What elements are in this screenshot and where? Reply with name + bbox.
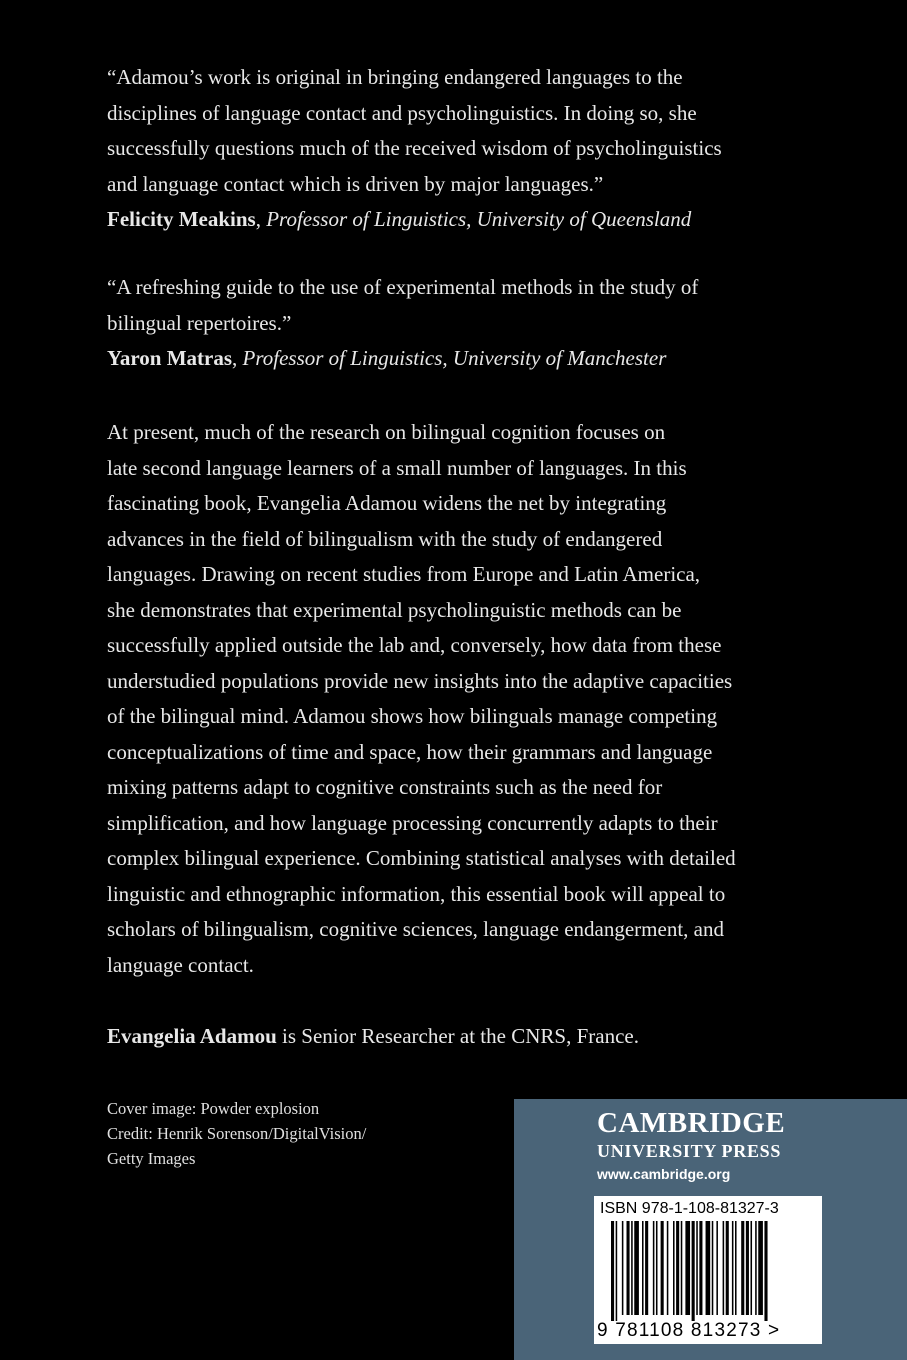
quote-attribution: Felicity Meakins, Professor of Linguistics, University of Queensland (107, 207, 692, 231)
quote-felicity-meakins (107, 60, 827, 238)
barcode-bar (696, 1221, 698, 1315)
barcode-bar (676, 1221, 679, 1315)
barcode-bar (673, 1221, 675, 1315)
quote-line: “A refreshing guide to the use of experimental methods in the study of (107, 275, 699, 299)
barcode-bar (611, 1221, 614, 1321)
publisher-logo-press: UNIVERSITY PRESS (597, 1141, 782, 1161)
book-description (107, 415, 827, 983)
author-bio (107, 1019, 827, 1055)
quote-credential: Professor of Linguistics, University of Queensland (266, 207, 692, 231)
quote-author: Yaron Matras (107, 346, 233, 370)
barcode-bar (712, 1221, 714, 1315)
description-line: she demonstrates that experimental psycholinguistic methods can be (107, 597, 682, 622)
barcode-bar (726, 1221, 729, 1315)
barcode-bar (653, 1221, 655, 1315)
credit-line: Cover image: Powder explosion (107, 1099, 320, 1118)
barcode-bar (751, 1221, 753, 1315)
description-line: complex bilingual experience. Combining statistical analyses with detailed (107, 846, 736, 870)
barcode-bar (716, 1221, 718, 1315)
description-line: simplification, and how language processing concurrently adapts to their (107, 810, 718, 835)
description-line: successfully applied outside the lab and, conversely, how data from these (107, 633, 722, 657)
barcode-bar (661, 1221, 664, 1315)
quote-attribution: Yaron Matras, Professor of Linguistics, University of Manchester (107, 346, 667, 370)
barcode-bar (764, 1221, 767, 1321)
quote-yaron-matras (107, 270, 827, 377)
barcode-bar (741, 1221, 744, 1315)
barcode-bar (634, 1221, 639, 1315)
quote-line: “Adamou’s work is original in bringing endangered languages to the (107, 65, 683, 89)
bio-text: is Senior Researcher at the CNRS, France. (276, 1024, 639, 1048)
barcode-bar (616, 1221, 618, 1321)
quote-credential: Professor of Linguistics, University of Manchester (242, 346, 667, 370)
description-line: conceptualizations of time and space, how their grammars and language (107, 739, 713, 764)
barcode-bar (681, 1221, 683, 1315)
barcode-bar (656, 1221, 658, 1315)
quote-line: disciplines of language contact and psycholinguistics. In doing so, she (107, 100, 697, 125)
barcode-bar (746, 1221, 749, 1315)
description-line: fascinating book, Evangelia Adamou widens the net by integrating (107, 491, 667, 515)
barcode-bar (627, 1221, 630, 1315)
barcode-bar (667, 1221, 669, 1315)
description-line: understudied populations provide new insights into the adaptive capacities (107, 668, 733, 693)
barcode-bar (622, 1221, 624, 1315)
barcode-bar (692, 1221, 695, 1321)
publisher-url: www.cambridge.org (597, 1166, 731, 1182)
barcode-bar (735, 1221, 737, 1315)
quote-line: and language contact which is driven by major languages.” (107, 171, 604, 196)
isbn-barcode-box (594, 1196, 822, 1344)
barcode-bar (699, 1221, 702, 1315)
cover-credit (107, 1096, 366, 1171)
description-line: of the bilingual mind. Adamou shows how bilinguals manage competing (107, 704, 718, 728)
description-line: linguistic and ethnographic information, this essential book will appeal to (107, 881, 726, 906)
barcode-bar (685, 1221, 690, 1315)
description-line: scholars of bilingualism, cognitive sciences, language endangerment, and (107, 917, 724, 941)
description-line: languages. Drawing on recent studies from Europe and Latin America, (107, 562, 701, 586)
description-line: language contact. (107, 952, 254, 977)
barcode-bar (642, 1221, 644, 1315)
credit-line: Credit: Henrik Sorenson/DigitalVision/ (107, 1124, 367, 1143)
isbn-label: ISBN 978-1-108-81327-3 (600, 1200, 779, 1217)
description-line: At present, much of the research on bilingual cognition focuses on (107, 420, 666, 444)
barcode-bar (631, 1221, 633, 1315)
barcode-digits: 9 781108 813273 > (597, 1320, 781, 1341)
barcode-bar (758, 1221, 763, 1315)
quote-line: bilingual repertoires.” (107, 310, 292, 335)
barcode-bar (706, 1221, 711, 1315)
barcode-icon (611, 1221, 807, 1321)
publisher-panel (514, 1099, 907, 1360)
description-line: late second language learners of a small number of languages. In this (107, 455, 687, 480)
barcode-bar (645, 1221, 648, 1315)
barcode-bar (755, 1221, 757, 1315)
description-line: advances in the field of bilingualism with the study of endangered (107, 526, 663, 551)
bio-name: Evangelia Adamou (107, 1024, 277, 1048)
quote-author: Felicity Meakins (107, 207, 256, 231)
credit-line: Getty Images (107, 1149, 196, 1168)
barcode-bar (723, 1221, 725, 1315)
barcode-bar (732, 1221, 734, 1315)
description-line: mixing patterns adapt to cognitive constraints such as the need for (107, 775, 663, 799)
quote-line: successfully questions much of the received wisdom of psycholinguistics (107, 136, 722, 160)
publisher-logo-name: CAMBRIDGE (597, 1107, 786, 1139)
